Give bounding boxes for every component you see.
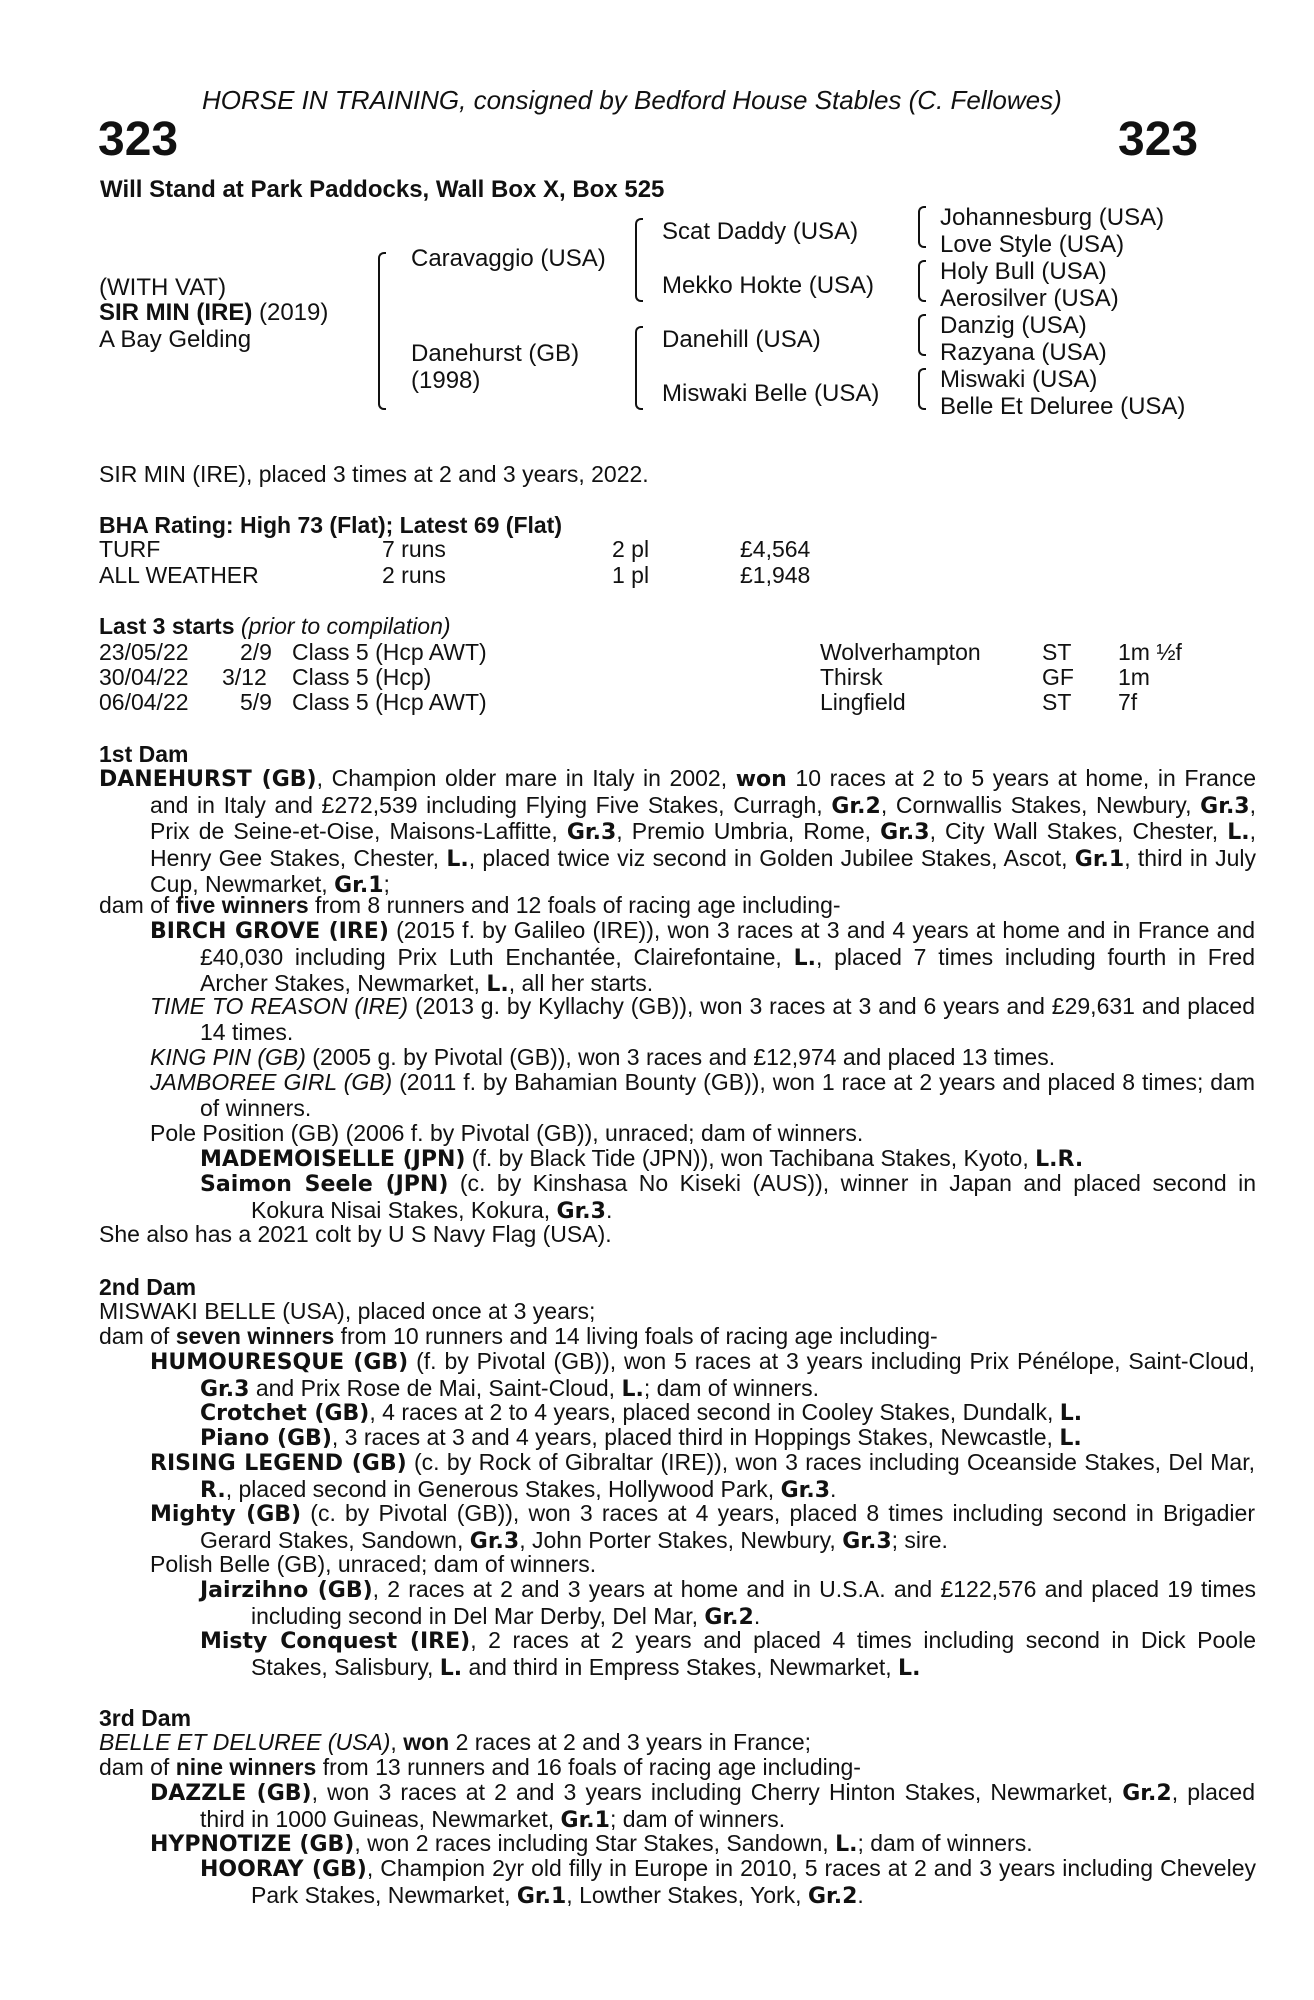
first-dam-title: 1st Dam (99, 741, 189, 767)
lot-number-right: 323 (1118, 113, 1199, 166)
grade: Gr.3 (556, 1198, 606, 1224)
pedigree-sire: Caravaggio (USA) (411, 245, 606, 272)
start-course: Wolverhampton (820, 639, 981, 665)
brace-dd (918, 368, 926, 410)
pedigree-ss: Scat Daddy (USA) (662, 218, 859, 245)
pedigree-dam: Danehurst (GB) (411, 340, 580, 367)
produce-mighty (150, 1501, 1255, 1554)
text: , Prix de Seine-et-Oise, Maisons-Laffitte, (150, 791, 1256, 844)
text: (f. by Pivotal (GB)), won 5 races at 3 years including Prix Pénélope, Saint-Cloud, (408, 1348, 1255, 1374)
second-dam-title: 2nd Dam (99, 1274, 197, 1300)
text: , City Wall Stakes, Chester, (929, 818, 1228, 844)
brace-ss (918, 206, 926, 248)
produce-name: TIME TO REASON (IRE) (150, 993, 409, 1019)
last-starts-note: (prior to compilation) (234, 613, 451, 639)
text: ; dam of winners. (643, 1374, 819, 1401)
grade: R. (200, 1477, 226, 1503)
start-position: 3/12 (222, 664, 267, 690)
horse-year: (2019) (252, 299, 329, 326)
pedigree-sdd: Aerosilver (USA) (940, 285, 1119, 312)
text: . (830, 1475, 837, 1502)
lot-number-left: 323 (98, 113, 179, 166)
pedigree-sd: Mekko Hokte (USA) (662, 272, 875, 299)
grade: L. (793, 945, 816, 971)
last-starts-heading (99, 614, 451, 640)
third-dam-produce (99, 1755, 861, 1781)
text: , Henry Gee Stakes, Chester, (150, 818, 1256, 871)
grade: L. (1227, 820, 1250, 845)
produce-name: HUMOURESQUE (GB) (150, 1350, 409, 1375)
rating-aw-runs: 2 runs (382, 562, 446, 588)
grade: Gr.2 (704, 1604, 754, 1630)
grandproduce-hooray (200, 1856, 1256, 1909)
produce-name: JAMBOREE GIRL (GB) (150, 1069, 393, 1095)
third-dam-title: 3rd Dam (99, 1705, 192, 1731)
second-dam-record: MISWAKI BELLE (USA), placed once at 3 years; (99, 1298, 596, 1324)
start-date: 30/04/22 (99, 664, 189, 690)
horse-name-line (99, 299, 328, 327)
text: , placed second in Generous Stakes, Hollywood Park, (225, 1475, 781, 1502)
start-distance: 7f (1118, 689, 1138, 715)
brace-sd (918, 260, 926, 302)
text: and Prix Rose de Mai, Saint-Cloud, (249, 1374, 622, 1401)
text: , placed third in 1000 Guineas, Newmarket, (200, 1779, 1255, 1832)
pedigree-ds: Danehill (USA) (662, 326, 821, 353)
start-date: 06/04/22 (99, 689, 189, 715)
text: (c. by Rock of Gibraltar (IRE)), won 3 races including Oceanside Stakes, Del Mar, (406, 1449, 1255, 1475)
text: ; dam of winners. (857, 1830, 1033, 1856)
grade: Gr.1 (334, 873, 384, 898)
start-class: Class 5 (Hcp AWT) (292, 639, 487, 665)
winners-count: seven winners (175, 1323, 335, 1349)
produce-polish-belle: Polish Belle (GB), unraced; dam of winners. (150, 1551, 597, 1577)
text: ; (383, 871, 390, 897)
grade: L. (1059, 1426, 1082, 1451)
grade: L. (446, 846, 469, 872)
produce-rising-legend (150, 1450, 1255, 1503)
won-label: won (403, 1729, 450, 1755)
horse-name: SIR MIN (IRE) (99, 299, 253, 326)
text: ; sire. (891, 1526, 948, 1553)
produce-hypnotize (150, 1831, 1205, 1858)
produce-name: Crotchet (GB) (200, 1401, 370, 1426)
start-course: Thirsk (820, 664, 883, 690)
start-position: 5/9 (240, 689, 272, 715)
grade: L. (621, 1376, 644, 1402)
grandproduce-misty-conquest (200, 1628, 1256, 1681)
bha-rating-title: BHA Rating: High 73 (Flat); Latest 69 (Flat) (99, 512, 562, 538)
grade: Gr.2 (807, 1883, 858, 1909)
rating-turf-pl: 2 pl (612, 536, 650, 562)
text: 2 races at 2 and 3 years in France; (449, 1729, 812, 1755)
grade: Gr.2 (831, 793, 881, 819)
start-position: 2/9 (240, 639, 272, 665)
produce-name: RISING LEGEND (GB) (150, 1451, 407, 1476)
pedigree-sss: Johannesburg (USA) (940, 204, 1165, 231)
grade: Gr.3 (780, 1477, 831, 1503)
text: ; dam of winners. (609, 1805, 786, 1832)
won-label: won (735, 767, 787, 792)
text: , Champion older mare in Italy in 2002, (316, 765, 736, 791)
grandproduce-crotchet (200, 1400, 1205, 1427)
produce-name: MADEMOISELLE (JPN) (200, 1147, 466, 1172)
grade: Gr.1 (560, 1807, 610, 1833)
winners-count: nine winners (175, 1754, 317, 1780)
grade: L.R. (1035, 1147, 1084, 1172)
rating-aw-pl: 1 pl (612, 562, 650, 588)
start-distance: 1m ½f (1118, 639, 1182, 665)
stand-location: Will Stand at Park Paddocks, Wall Box X, Box 525 (100, 176, 665, 203)
text: from 8 runners and 12 foals of racing age including- (308, 892, 841, 918)
start-going: ST (1042, 689, 1072, 715)
grandproduce-mademoiselle (200, 1146, 1205, 1173)
grade: Gr.3 (469, 1528, 520, 1554)
produce-name: DAZZLE (GB) (150, 1781, 312, 1806)
text: and third in Empress Stakes, Newmarket, (462, 1653, 899, 1680)
text: , 3 races at 3 and 4 years, placed third in Hoppings Stakes, Newcastle, (331, 1424, 1060, 1450)
text: from 10 runners and 14 living foals of racing age including- (334, 1323, 938, 1349)
produce-name: BIRCH GROVE (IRE) (150, 919, 389, 944)
pedigree-dd: Miswaki Belle (USA) (662, 380, 880, 407)
produce-name: HOORAY (GB) (200, 1857, 367, 1882)
text: , won 3 races at 2 and 3 years including Cherry Hinton Stakes, Newmarket, (311, 1779, 1123, 1805)
start-date: 23/05/22 (99, 639, 189, 665)
grade: L. (898, 1655, 921, 1681)
start-going: ST (1042, 639, 1072, 665)
text: dam of (99, 1323, 176, 1349)
text: , third in July Cup, Newmarket, (150, 844, 1257, 897)
text: , John Porter Stakes, Newbury, (519, 1526, 843, 1553)
grade: L. (835, 1832, 858, 1857)
rating-aw-prize: £1,948 (740, 562, 811, 588)
rating-turf-runs: 7 runs (382, 536, 446, 562)
text: , Lowther Stakes, York, (566, 1881, 808, 1908)
pedigree-dds: Miswaki (USA) (940, 366, 1098, 393)
text: dam of (99, 892, 176, 918)
text: , (390, 1729, 404, 1755)
grade: Gr.3 (880, 820, 930, 845)
text: dam of (99, 1754, 176, 1780)
rating-aw-surface: ALL WEATHER (99, 562, 259, 588)
text: (2005 g. by Pivotal (GB)), won 3 races and £12,974 and placed 13 times. (305, 1044, 1056, 1070)
grade: Gr.1 (1074, 846, 1125, 872)
produce-name: Jairzihno (GB) (200, 1578, 373, 1603)
produce-dazzle (150, 1780, 1255, 1833)
grade: Gr.2 (1122, 1781, 1172, 1806)
grade: Gr.3 (1200, 793, 1250, 819)
pedigree-sds: Holy Bull (USA) (940, 258, 1107, 285)
text: , 2 races at 2 years and placed 4 times including second in Dick Poole Stakes, Salisbury, (251, 1627, 1256, 1680)
start-going: GF (1042, 664, 1074, 690)
dam-name: DANEHURST (GB) (99, 767, 317, 792)
dam-name: BELLE ET DELUREE (USA) (99, 1729, 391, 1755)
text: , 4 races at 2 to 4 years, placed second in Cooley Stakes, Dundalk, (369, 1399, 1060, 1425)
text: , placed twice viz second in Golden Jubilee Stakes, Ascot, (468, 844, 1075, 871)
pedigree-ddd: Belle Et Deluree (USA) (940, 393, 1186, 420)
pedigree-ssd: Love Style (USA) (940, 231, 1125, 258)
grade: Gr.3 (200, 1376, 250, 1402)
produce-time-to-reason (150, 994, 1255, 1045)
first-dam-foal-note: She also has a 2021 colt by U S Navy Flag (USA). (99, 1221, 612, 1247)
pedigree-dsd: Razyana (USA) (940, 339, 1107, 366)
grade: Gr.1 (516, 1883, 567, 1909)
text: (c. by Pivotal (GB)), won 3 races at 4 years, placed 8 times including second in Brigadier Gerard Stakes, Sandown, (200, 1500, 1255, 1553)
rating-turf-surface: TURF (99, 536, 161, 562)
start-class: Class 5 (Hcp) (292, 664, 432, 690)
produce-name: Piano (GB) (200, 1426, 332, 1451)
text: (c. by Kinshasa No Kiseki (AUS)), winner in Japan and placed second in Kokura Nisai Stakes, Kokura, (251, 1170, 1256, 1223)
grade: Gr.3 (842, 1528, 892, 1554)
grandproduce-piano (200, 1425, 1205, 1452)
pedigree-dss: Danzig (USA) (940, 312, 1087, 339)
text: from 13 runners and 16 foals of racing age including- (316, 1754, 861, 1780)
grade: L. (439, 1655, 463, 1681)
text: (2013 g. by Kyllachy (GB)), won 3 races at 3 and 6 years and £29,631 and placed 14 times. (200, 993, 1255, 1045)
text: , 2 races at 2 and 3 years at home and in U.S.A. and £122,576 and placed 19 times including second in Del Mar Derby, Del Mar, (251, 1576, 1256, 1629)
produce-name: Misty Conquest (IRE) (200, 1629, 471, 1654)
pedigree-dam-year: (1998) (411, 367, 481, 394)
brace-sire (635, 218, 643, 302)
last-starts-title: Last 3 starts (99, 613, 235, 639)
produce-jamboree-girl (150, 1070, 1255, 1121)
race-summary: SIR MIN (IRE), placed 3 times at 2 and 3 years, 2022. (99, 461, 649, 487)
produce-name: HYPNOTIZE (GB) (150, 1832, 355, 1857)
rating-turf-prize: £4,564 (740, 536, 811, 562)
text: 10 races at 2 to 5 years at home, in France and in Italy and £272,539 including Flying Five Stakes, Curragh, (150, 765, 1256, 818)
produce-king-pin (150, 1045, 1205, 1071)
horse-description: A Bay Gelding (99, 326, 252, 353)
produce-name: Mighty (GB) (150, 1502, 302, 1527)
vat-note: (WITH VAT) (99, 274, 227, 301)
third-dam-record (99, 1730, 811, 1756)
text: , placed 7 times including fourth in Fred Archer Stakes, Newmarket, (200, 943, 1255, 996)
start-course: Lingfield (820, 689, 906, 715)
text: (2015 f. by Galileo (IRE)), won 3 races at 3 and 4 years at home and in France and £40,030 including Prix Luth Enchantée, Clairefontaine, (200, 917, 1256, 970)
produce-humouresque (150, 1349, 1255, 1402)
brace-horse (378, 252, 386, 410)
start-class: Class 5 (Hcp AWT) (292, 689, 487, 715)
text: , won 2 races including Star Stakes, Sandown, (354, 1830, 836, 1856)
text: , Cornwallis Stakes, Newbury, (880, 791, 1201, 818)
grade: L. (1059, 1401, 1083, 1426)
produce-pole-position: Pole Position (GB) (2006 f. by Pivotal (GB)), unraced; dam of winners. (150, 1120, 864, 1146)
consignment-header: HORSE IN TRAINING, consigned by Bedford House Stables (C. Fellowes) (202, 85, 1062, 115)
text: . (605, 1196, 613, 1223)
text: , all her starts. (508, 970, 654, 996)
winners-count: five winners (175, 892, 309, 918)
brace-ds (918, 314, 926, 356)
text: , Champion 2yr old filly in Europe in 2010, 5 races at 2 and 3 years including Cheveley Park Stakes, Newmarket, (251, 1855, 1256, 1908)
second-dam-produce (99, 1324, 938, 1350)
text: (2011 f. by Bahamian Bounty (GB)), won 1 race at 2 years and placed 8 times; dam of winners. (200, 1069, 1256, 1121)
start-distance: 1m (1118, 664, 1150, 690)
grandproduce-jairzihno (200, 1577, 1256, 1630)
text: . (857, 1881, 864, 1908)
produce-name: KING PIN (GB) (150, 1044, 306, 1070)
text: . (753, 1602, 761, 1629)
grade: Gr.3 (566, 820, 617, 845)
produce-name: Saimon Seele (JPN) (200, 1172, 449, 1197)
first-dam-record (99, 766, 1256, 899)
text: , Premio Umbria, Rome, (616, 818, 881, 844)
first-dam-produce (99, 893, 841, 919)
produce-birch-grove (150, 918, 1255, 998)
brace-dam (635, 326, 643, 410)
text: (f. by Black Tide (JPN)), won Tachibana Stakes, Kyoto, (465, 1145, 1036, 1171)
grade: L. (486, 972, 509, 997)
grandproduce-saimon-seele (200, 1171, 1256, 1224)
